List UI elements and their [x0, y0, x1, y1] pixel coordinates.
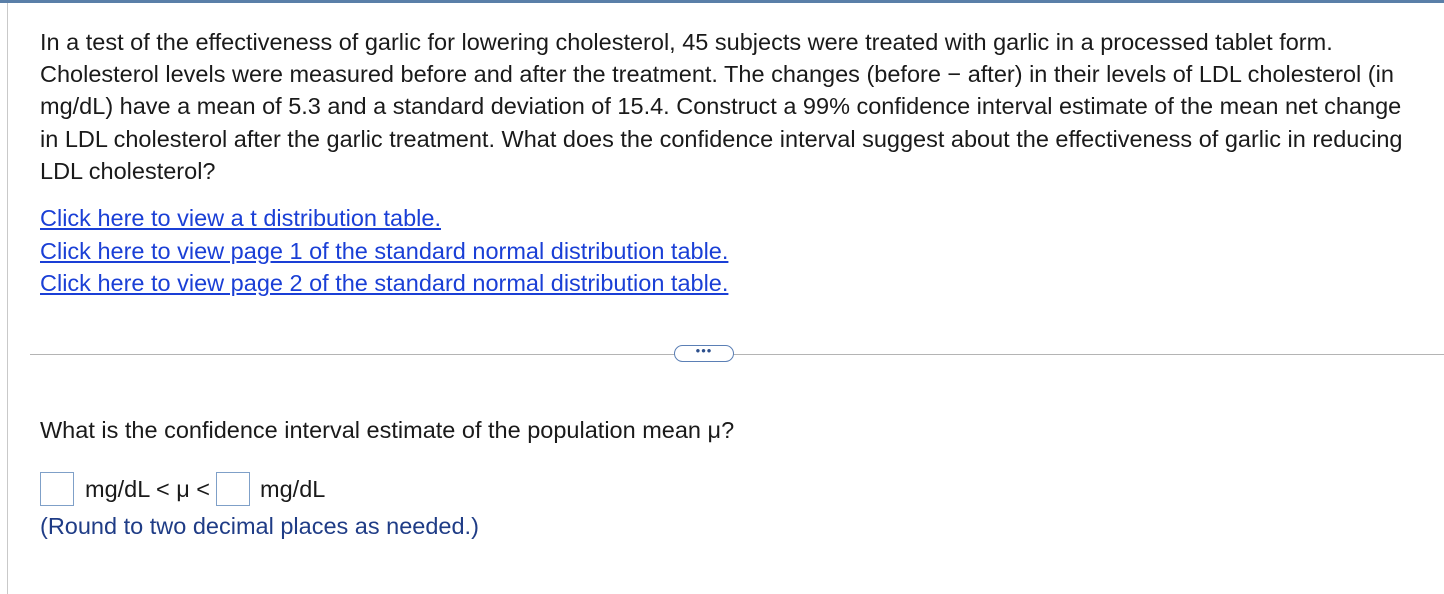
upper-bound-input[interactable]: [216, 472, 250, 506]
expand-more-button[interactable]: •••: [674, 345, 734, 362]
section-divider: [30, 354, 1444, 355]
question-text: In a test of the effectiveness of garlic for lowering cholesterol, 45 subjects were treated with garlic in a processed tablet form. Cholesterol levels were measured before and after the treatment. The changes (before − after) in their levels of LDL cholesterol (in mg/dL) have a mean of 5.3 and a standard deviation of 15.4. Construct a 99% confidence interval estimate of the mean net change in LDL cholesterol after the garlic treatment. What does the confidence interval suggest about the effectiveness of garlic in reducing LDL cholesterol?: [40, 29, 1403, 184]
answer-row: [40, 471, 325, 507]
lower-bound-input[interactable]: [40, 472, 74, 506]
resource-links: [40, 202, 728, 300]
inequality-text: mg/dL < μ <: [85, 475, 211, 502]
left-border: [7, 3, 8, 594]
top-border: [0, 0, 1444, 3]
t-distribution-table-link[interactable]: Click here to view a t distribution table.: [40, 205, 441, 231]
rounding-hint: (Round to two decimal places as needed.): [40, 513, 479, 539]
normal-table-page1-link[interactable]: Click here to view page 1 of the standard normal distribution table.: [40, 237, 729, 264]
unit-text: mg/dL: [260, 475, 326, 502]
ci-prompt: What is the confidence interval estimate of the population mean μ?: [40, 417, 735, 443]
normal-table-page2-link[interactable]: Click here to view page 2 of the standard normal distribution table.: [40, 270, 729, 296]
